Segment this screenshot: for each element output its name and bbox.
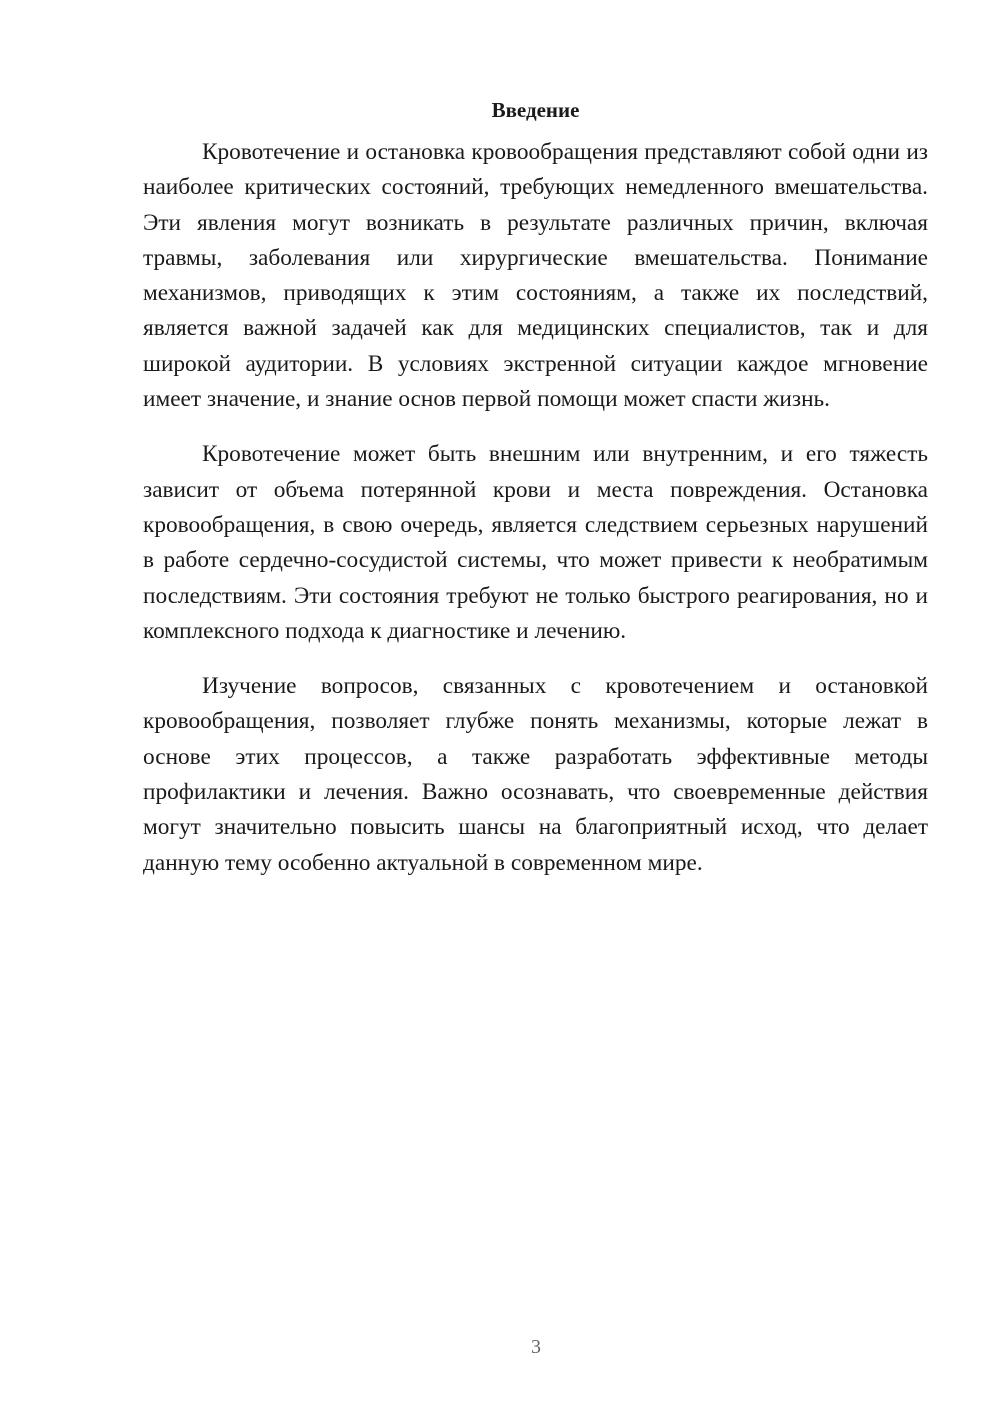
page-number: 3 [531,1336,541,1358]
paragraph-3: Изучение вопросов, связанных с кровотечением и остановкой кровообращения, позволяет глубже понять механизмы, которые лежат в основе этих процессов, а также разработать эффективные методы профилактики и лечения. Важно осознавать, что своевременные действия могут значительно повысить шансы на благоприятный исход, что делает данную тему особенно актуальной в современном мире. [143,673,928,876]
paragraph-2: Кровотечение может быть внешним или внутренним, и его тяжесть зависит от объема потерянной крови и места повреждения. Остановка кровообращения, в свою очередь, является следствием серьезных нарушений в работе сердечно-сосудистой системы, что может привести к необратимым последствиям. Эти состояния требуют не только быстрого реагирования, но и комплексного подхода к диагностике и лечению. [143,441,928,644]
section-title: Введение [491,98,580,122]
page-content [143,93,928,881]
paragraph-1: Кровотечение и остановка кровообращения представляют собой одни из наиболее критических состояний, требующих немедленного вмешательства. Эти явления могут возникать в результате различных причин, включая травмы, заболевания или хирургические вмешательства. Понимание механизмов, приводящих к этим состояниям, а также их последствий, является важной задачей как для медицинских специалистов, так и для широкой аудитории. В условиях экстренной ситуации каждое мгновение имеет значение, и знание основ первой помощи может спасти жизнь. [143,139,928,413]
